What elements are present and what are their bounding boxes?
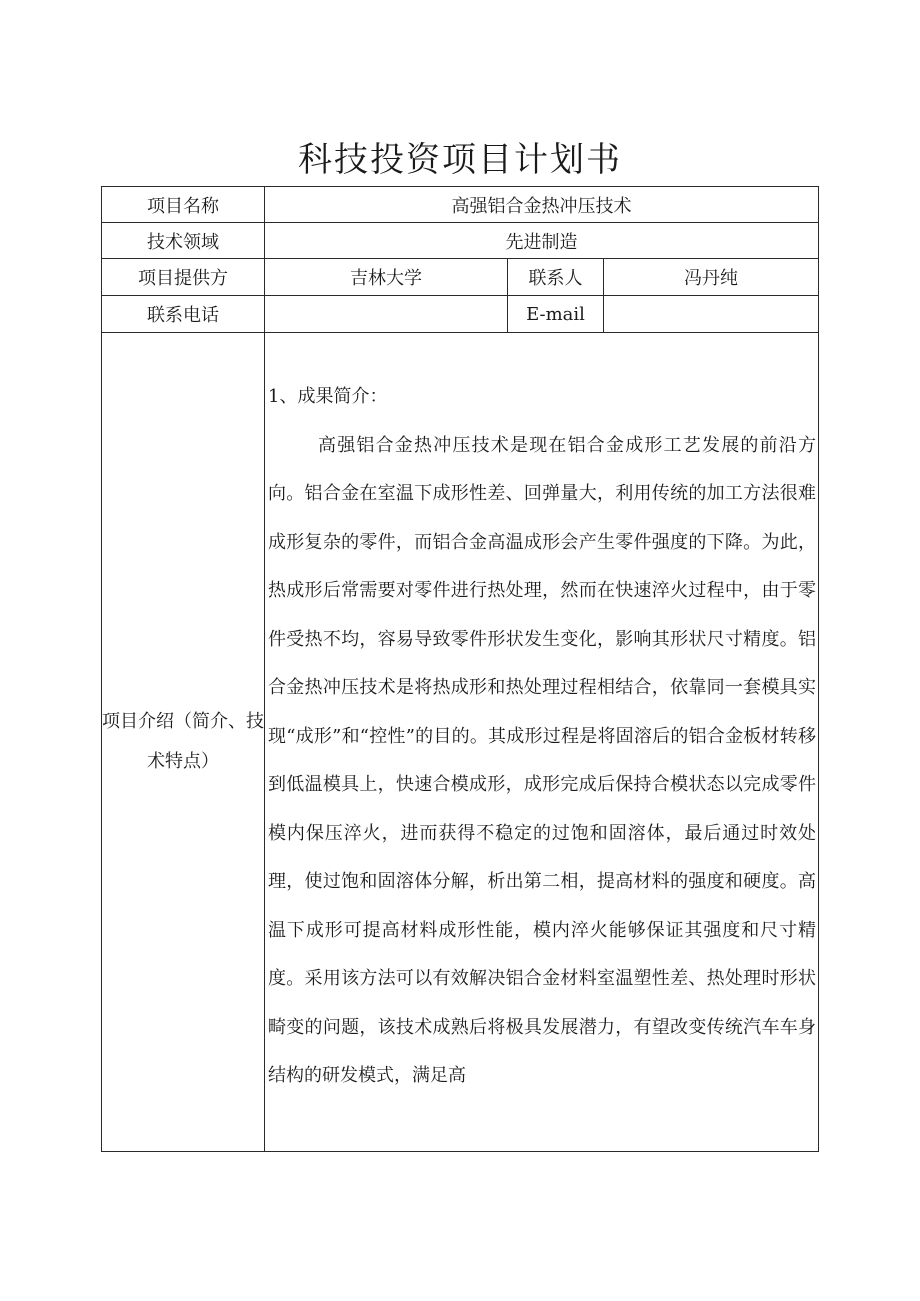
project-name-value: 高强铝合金热冲压技术 [265, 187, 819, 223]
project-plan-table [101, 186, 819, 1152]
intro-label: 项目介绍（简介、技术特点） [102, 711, 264, 772]
intro-row [102, 333, 819, 1152]
phone-row [102, 296, 819, 333]
document-title: 科技投资项目计划书 [298, 140, 622, 180]
intro-body [265, 333, 818, 1101]
tech-field-row [102, 223, 819, 259]
email-value [604, 296, 819, 333]
phone-label: 联系电话 [102, 296, 265, 333]
provider-value: 吉林大学 [265, 259, 508, 296]
intro-content-cell [265, 333, 819, 1152]
provider-row [102, 259, 819, 296]
intro-label-cell [102, 333, 265, 1152]
intro-heading: 1、成果简介： [268, 386, 388, 407]
project-name-row [102, 187, 819, 223]
contact-label: 联系人 [508, 259, 604, 296]
intro-paragraph: 高强铝合金热冲压技术是现在铝合金成形工艺发展的前沿方向。铝合金在室温下成形性差、回弹量大，利用传统的加工方法很难成形复杂的零件，而铝合金高温成形会产生零件强度的下降。为此，热成形后常需要对零件进行热处理，然而在快速淬火过程中，由于零件受热不均，容易导致零件形状发生变化，影响其形状尺寸精度。铝合金热冲压技术是将热成形和热处理过程相结合，依靠同一套模具实现“成形”和“控性”的目的。其成形过程是将固溶后的铝合金板材转移到低温模具上，快速合模成形，成形完成后保持合模状态以完成零件模内保压淬火，进而获得不稳定的过饱和固溶体，最后通过时效处理，使过饱和固溶体分解，析出第二相，提高材料的强度和硬度。高温下成形可提高材料成形性能，模内淬火能够保证其强度和尺寸精度。采用该方法可以有效解决铝合金材料室温塑性差、热处理时形状畸变的问题，该技术成熟后将极具发展潜力，有望改变传统汽车车身结构的研发模式，满足高 [268, 434, 817, 1086]
email-label: E-mail [508, 296, 604, 333]
phone-value [265, 296, 508, 333]
project-name-label: 项目名称 [102, 187, 265, 223]
provider-label: 项目提供方 [102, 259, 265, 296]
contact-value: 冯丹纯 [604, 259, 819, 296]
tech-field-value: 先进制造 [265, 223, 819, 259]
tech-field-label: 技术领域 [102, 223, 265, 259]
